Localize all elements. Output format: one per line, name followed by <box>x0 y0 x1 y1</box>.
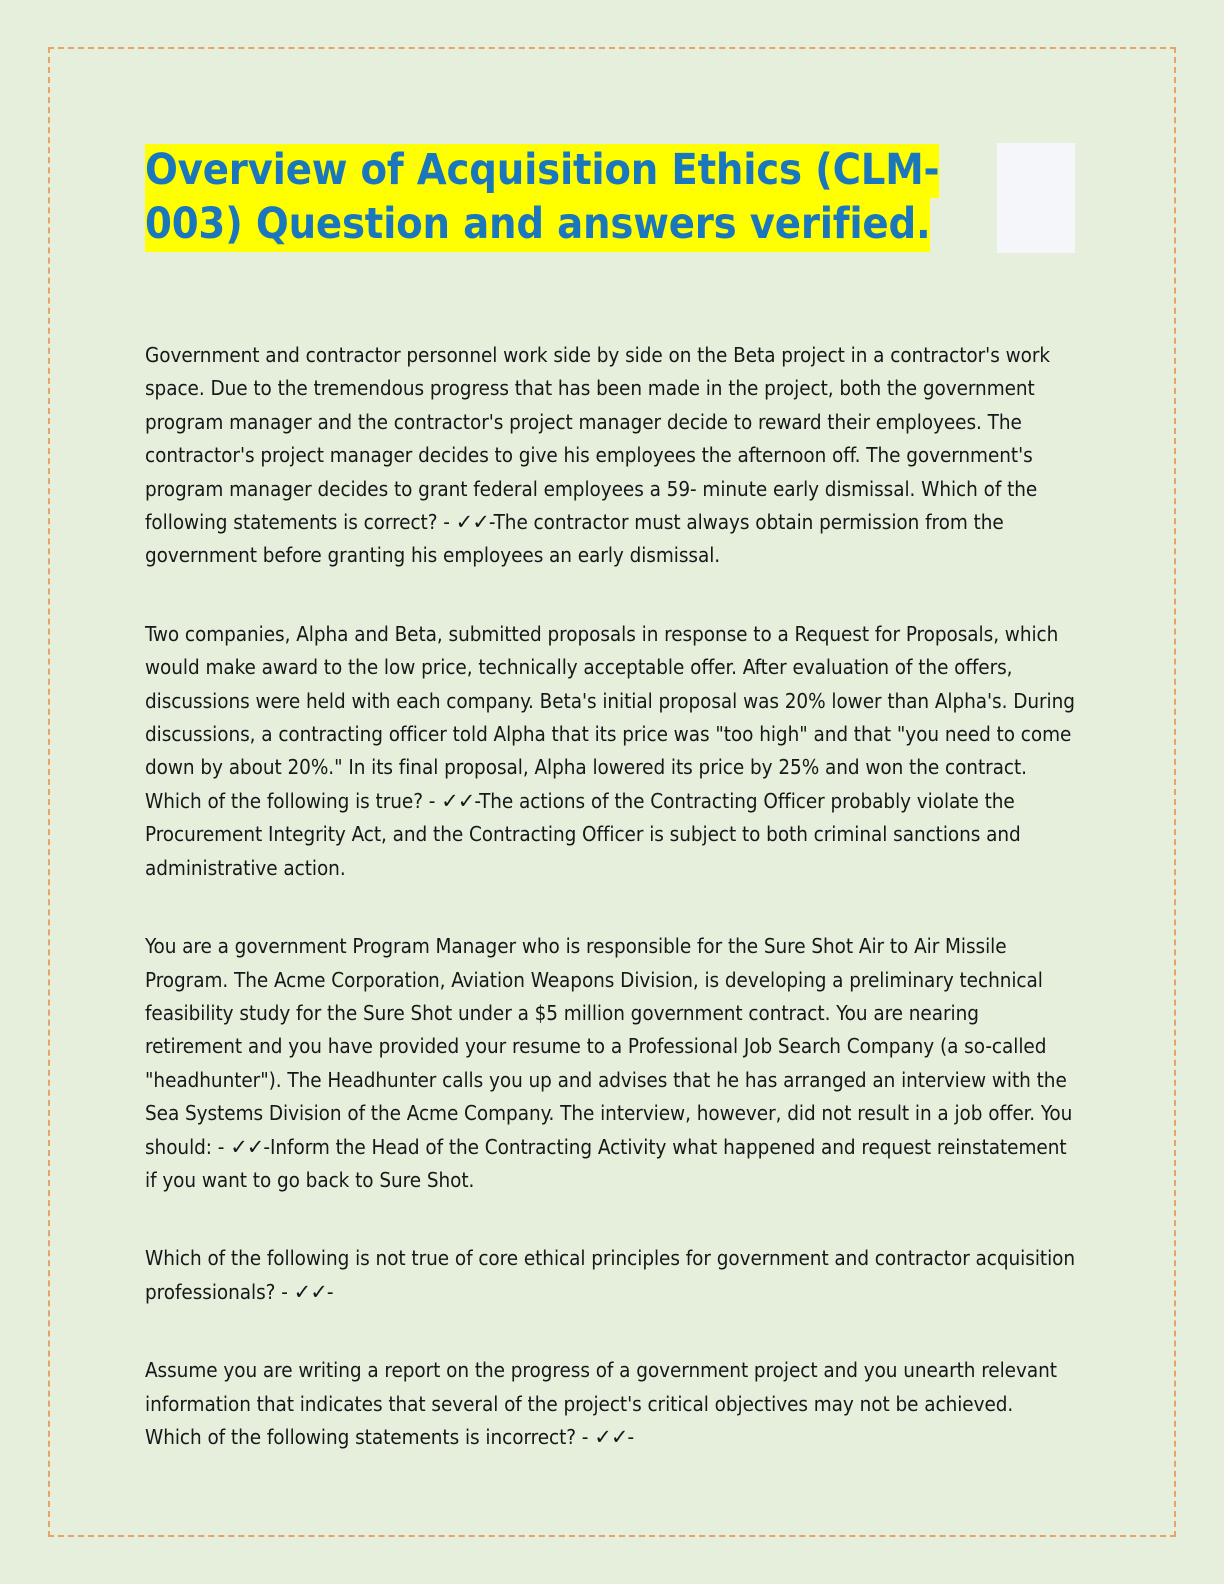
qa-item-5 <box>145 1354 1075 1454</box>
qa-answer-5: - <box>627 1424 635 1449</box>
qa-item-4 <box>145 1242 1075 1309</box>
qa-answer-1: -The contractor must always obtain permission from the government before granting his employees an early dismissal. <box>145 510 1004 568</box>
qa-answer-4: - <box>326 1279 334 1304</box>
check-marks-3: ✓✓ <box>230 1134 264 1159</box>
title-line-1: Overview of Acquisition Ethics (CLM- <box>145 144 939 198</box>
page-title <box>145 143 1045 251</box>
document-content <box>145 143 1075 1454</box>
qa-list <box>145 339 1075 1454</box>
title-line-2: 003) Question and answers verified. <box>145 198 930 252</box>
qa-question-3: You are a government Program Manager who is responsible for the Sure Shot Air to Air Missile Program. The Acme Corporation, Aviation Weapons Division, is developing a preliminary technical feasibility study for the Sure Shot under a $5 million government contract. You are nearing retirement and you have provided your resume to a Professional Job Search Company (a so-called "headhunter"). The Headhunter calls you up and advises that he has arranged an interview with the Sea Systems Division of the Acme Company. The interview, however, did not result in a job offer. You should: - <box>145 934 1073 1159</box>
qa-item-2 <box>145 618 1075 885</box>
check-marks-1: ✓✓ <box>455 510 489 535</box>
check-marks-2: ✓✓ <box>441 788 475 813</box>
qa-question-5: Assume you are writing a report on the progress of a government project and you unearth relevant information that indicates that several of the project's critical objectives may not be achieved. Which of the following statements is incorrect? - <box>145 1358 1057 1449</box>
qa-question-2: Two companies, Alpha and Beta, submitted proposals in response to a Request for Proposals, which would make award to the low price, technically acceptable offer. After evaluation of the offers, discussions were held with each company. Beta's initial proposal was 20% lower than Alpha's. During discussions, a contracting officer told Alpha that its price was "too high" and that "you need to come down by about 20%." In its final proposal, Alpha lowered its price by 25% and won the contract. Which of the following is true? - <box>145 621 1075 813</box>
qa-question-4: Which of the following is not true of core ethical principles for government and contractor acquisition professionals? - <box>145 1246 1076 1304</box>
qa-item-3 <box>145 930 1075 1197</box>
qa-item-1 <box>145 339 1075 573</box>
qa-question-1: Government and contractor personnel work side by side on the Beta project in a contractor's work space. Due to the tremendous progress that has been made in the project, both the government program manager and the contractor's project manager decide to reward their employees. The contractor's project manager decides to give his employees the afternoon off. The government's program manager decides to grant federal employees a 59- minute early dismissal. Which of the following statements is correct? - <box>145 343 1050 535</box>
document-title-block <box>145 143 1075 251</box>
check-marks-5: ✓✓ <box>594 1424 628 1449</box>
check-marks-4: ✓✓ <box>293 1279 327 1304</box>
qa-answer-2: -The actions of the Contracting Officer probably violate the Procurement Integrity Act, and the Contracting Officer is subject to both criminal sanctions and administrative action. <box>145 788 1021 880</box>
qa-answer-3: -Inform the Head of the Contracting Activity what happened and request reinstatement if you want to go back to Sure Shot. <box>145 1134 1067 1192</box>
